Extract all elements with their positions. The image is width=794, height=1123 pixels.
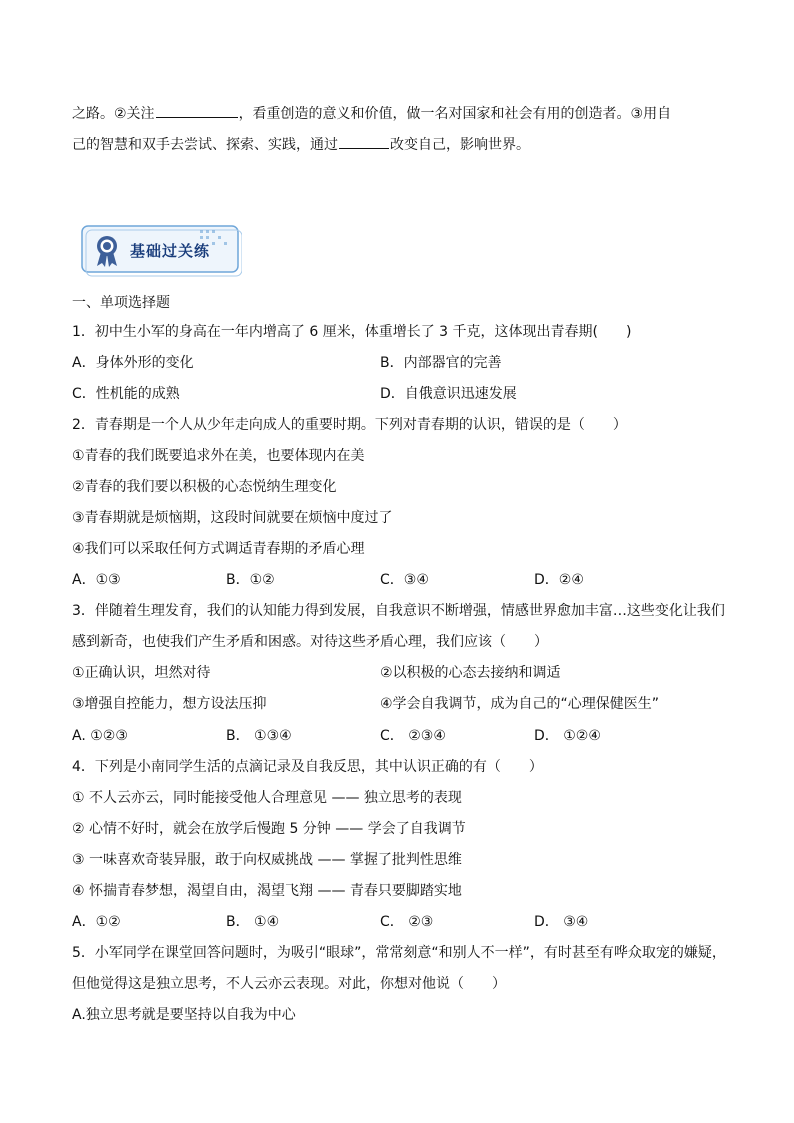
- answer-option[interactable]: C． ②③: [380, 914, 434, 930]
- intro-text: 之路。②关注: [72, 106, 155, 122]
- answer-option[interactable]: A．①③: [72, 572, 121, 588]
- statement-item: ③青春期就是烦恼期，这段时间就要在烦恼中度过了: [72, 510, 393, 526]
- statement-item: ③ 一味喜欢奇装异服，敢于向权威挑战 —— 掌握了批判性思维: [72, 852, 462, 868]
- answer-option[interactable]: D． ③④: [534, 914, 589, 930]
- statement-item: ②以积极的心态去接纳和调适: [380, 665, 561, 681]
- intro-line-1: [72, 104, 671, 123]
- section-badge: [80, 222, 242, 278]
- answer-option[interactable]: D． ①②④: [534, 728, 601, 744]
- answer-option[interactable]: D．②④: [534, 572, 584, 588]
- statement-item: ④学会自我调节，成为自己的“心理保健医生”: [380, 696, 660, 712]
- question-stem: 但他觉得这是独立思考，不人云亦云表现。对此，你想对他说（ ）: [72, 976, 506, 992]
- question-stem: 4．下列是小南同学生活的点滴记录及自我反思，其中认识正确的有（ ）: [72, 759, 543, 775]
- answer-option[interactable]: A.独立思考就是要坚持以自我为中心: [72, 1007, 296, 1023]
- intro-text: ，看重创造的意义和价值，做一名对国家和社会有用的创造者。③用自: [238, 106, 672, 122]
- badge-label: 基础过关练: [130, 242, 211, 260]
- statement-item: ① 不人云亦云，同时能接受他人合理意见 —— 独立思考的表现: [72, 790, 462, 806]
- answer-option[interactable]: C． ②③④: [380, 728, 446, 744]
- section-title: 一、单项选择题: [72, 295, 170, 311]
- statement-item: ③增强自控能力，想方设法压抑: [72, 696, 267, 712]
- answer-option[interactable]: B． ①④: [226, 914, 280, 930]
- question-stem: 5．小军同学在课堂回答问题时，为吸引“眼球”，常常刻意“和别人不一样”，有时甚至有哗众取宠的嫌疑，: [72, 945, 726, 961]
- answer-option[interactable]: A．①②: [72, 914, 121, 930]
- statement-item: ② 心情不好时，就会在放学后慢跑 5 分钟 —— 学会了自我调节: [72, 821, 466, 837]
- answer-option[interactable]: B． ①③④: [226, 728, 292, 744]
- statement-item: ①正确认识，坦然对待: [72, 665, 211, 681]
- statement-item: ④ 怀揣青春梦想，渴望自由，渴望飞翔 —— 青春只要脚踏实地: [72, 883, 462, 899]
- answer-option[interactable]: B．内部器官的完善: [380, 355, 502, 371]
- statement-item: ①青春的我们既要追求外在美，也要体现内在美: [72, 448, 365, 464]
- intro-text: 改变自己，影响世界。: [390, 137, 530, 153]
- answer-option[interactable]: D．自俄意识迅速发展: [380, 386, 517, 402]
- question-stem: 感到新奇，也使我们产生矛盾和困惑。对待这些矛盾心理，我们应该（ ）: [72, 634, 548, 650]
- medal-ribbon-icon: [92, 234, 122, 268]
- answer-option[interactable]: C．性机能的成熟: [72, 386, 180, 402]
- fill-blank[interactable]: [156, 104, 238, 118]
- answer-option[interactable]: A．身体外形的变化: [72, 355, 194, 371]
- fill-blank[interactable]: [339, 135, 389, 149]
- statement-item: ④我们可以采取任何方式调适青春期的矛盾心理: [72, 541, 365, 557]
- question-stem: 3．伴随着生理发育，我们的认知能力得到发展，自我意识不断增强，情感世界愈加丰富…这些变化让我们: [72, 603, 725, 619]
- intro-line-2: [72, 135, 530, 154]
- question-stem: 1．初中生小军的身高在一年内增高了 6 厘米，体重增长了 3 千克，这体现出青春期( ): [72, 324, 632, 340]
- intro-text: 己的智慧和双手去尝试、探索、实践，通过: [72, 137, 338, 153]
- answer-option[interactable]: B．①②: [226, 572, 275, 588]
- statement-item: ②青春的我们要以积极的心态悦纳生理变化: [72, 479, 337, 495]
- answer-option[interactable]: A. ①②③: [72, 728, 128, 744]
- answer-option[interactable]: C．③④: [380, 572, 429, 588]
- question-stem: 2．青春期是一个人从少年走向成人的重要时期。下列对青春期的认识，错误的是（ ）: [72, 417, 627, 433]
